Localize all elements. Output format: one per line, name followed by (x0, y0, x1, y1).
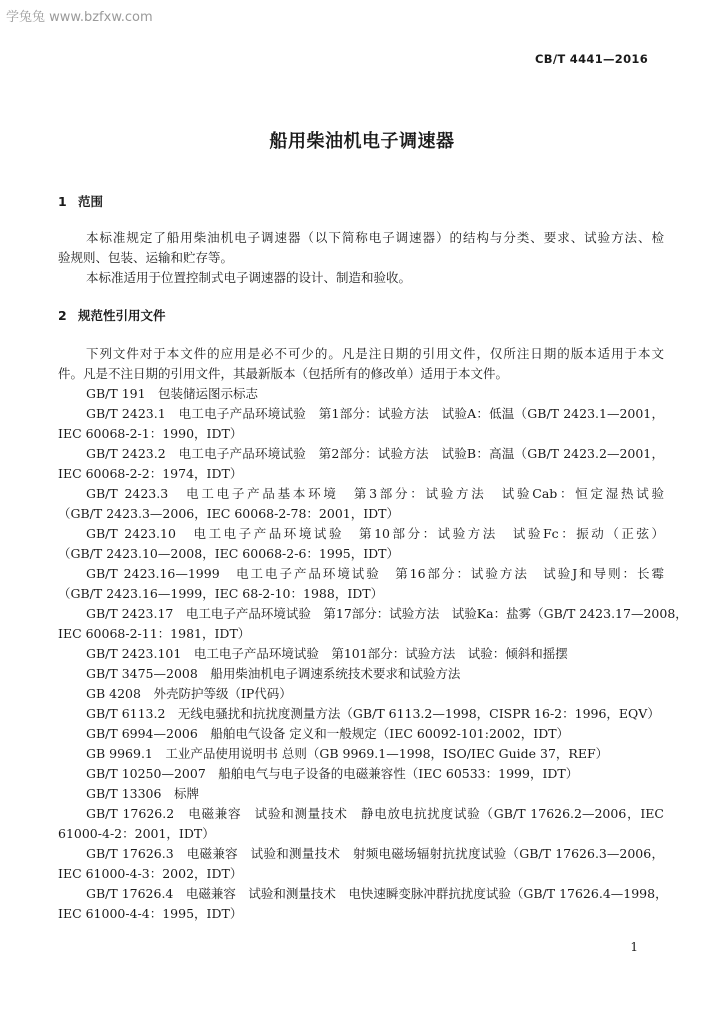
reference-entry-continuation: IEC 60068-2-1：1990，IDT） (58, 426, 243, 441)
paragraph-line: 本标准规定了船用柴油机电子调速器（以下简称电子调速器）的结构与分类、要求、试验方法、检 (86, 230, 664, 245)
reference-entry: GB/T 2423.101 电工电子产品环境试验 第101部分：试验方法 试验：倾斜和摇摆 (86, 646, 568, 661)
reference-entry-continuation: （GB/T 2423.16—1999，IEC 68-2-10：1988，IDT） (58, 586, 384, 601)
document-title: 船用柴油机电子调速器 (269, 131, 455, 152)
reference-entry: GB/T 6994—2006 船舶电气设备 定义和一般规定（IEC 60092-101:2002，IDT） (86, 726, 570, 741)
section-title: 规范性引用文件 (78, 308, 166, 323)
reference-entry-continuation: IEC 60068-2-11：1981，IDT） (58, 626, 251, 641)
reference-entry: GB/T 2423.2 电工电子产品环境试验 第2部分：试验方法 试验B：高温（GB/T 2423.2—2001， (86, 446, 664, 461)
section-heading-normative-references (58, 306, 166, 324)
reference-entry: GB 9969.1 工业产品使用说明书 总则（GB 9969.1—1998，ISO/IEC Guide 37，REF） (86, 746, 609, 761)
reference-entry-continuation: IEC 60068-2-2：1974，IDT） (58, 466, 243, 481)
reference-entry-continuation: （GB/T 2423.10—2008，IEC 60068-2-6：1995，IDT） (58, 546, 400, 561)
page-number: 1 (630, 940, 638, 954)
paragraph-line: 验规则、包装、运输和贮存等。 (58, 250, 234, 265)
section-heading-scope (58, 192, 103, 210)
reference-entry: GB/T 2423.16—1999 电工电子产品环境试验 第16部分：试验方法 试验J和导则：长霉 (86, 566, 664, 581)
reference-entry: GB/T 13306 标牌 (86, 786, 199, 801)
reference-entry: GB/T 6113.2 无线电骚扰和抗扰度测量方法（GB/T 6113.2—1998，CISPR 16-2：1996，EQV） (86, 706, 660, 721)
reference-entry-continuation: （GB/T 2423.3—2006，IEC 60068-2-78：2001，IDT） (58, 506, 400, 521)
reference-entry-continuation: IEC 61000-4-4：1995，IDT） (58, 906, 243, 921)
paragraph-line: 件。凡是不注日期的引用文件，其最新版本（包括所有的修改单）适用于本文件。 (58, 366, 509, 381)
section-title: 范围 (78, 194, 104, 209)
reference-entry: GB/T 17626.2 电磁兼容 试验和测量技术 静电放电抗扰度试验（GB/T 17626.2—2006，IEC (86, 806, 664, 821)
paragraph-line: 本标准适用于位置控制式电子调速器的设计、制造和验收。 (86, 270, 412, 285)
reference-entry: GB/T 2423.3 电工电子产品基本环境 第3部分：试验方法 试验Cab：恒定湿热试验 (86, 486, 664, 501)
reference-entry: GB/T 3475—2008 船用柴油机电子调速系统技术要求和试验方法 (86, 666, 461, 681)
reference-entry: GB/T 10250—2007 船舶电气与电子设备的电磁兼容性（IEC 60533：1999，IDT） (86, 766, 579, 781)
reference-entry-continuation: 61000-4-2：2001，IDT） (58, 826, 215, 841)
paragraph-line: 下列文件对于本文件的应用是必不可少的。凡是注日期的引用文件，仅所注日期的版本适用于本文 (86, 346, 664, 361)
reference-entry: GB/T 2423.10 电工电子产品环境试验 第10部分：试验方法 试验Fc：振动（正弦） (86, 526, 664, 541)
reference-entry: GB/T 17626.3 电磁兼容 试验和测量技术 射频电磁场辐射抗扰度试验（GB/T 17626.3—2006， (86, 846, 664, 861)
section-number: 2 (58, 308, 67, 323)
reference-entry: GB/T 2423.1 电工电子产品环境试验 第1部分：试验方法 试验A：低温（GB/T 2423.1—2001， (86, 406, 664, 421)
watermark-text: 学兔兔 www.bzfxw.com (6, 10, 153, 25)
section-number: 1 (58, 194, 67, 209)
reference-entry-continuation: IEC 61000-4-3：2002，IDT） (58, 866, 243, 881)
reference-entry: GB 4208 外壳防护等级（IP代码） (86, 686, 292, 701)
reference-entry: GB/T 191 包装储运图示标志 (86, 386, 259, 401)
standard-code: CB/T 4441—2016 (535, 52, 648, 66)
reference-entry: GB/T 17626.4 电磁兼容 试验和测量技术 电快速瞬变脉冲群抗扰度试验（GB/T 17626.4—1998， (86, 886, 668, 901)
reference-entry: GB/T 2423.17 电工电子产品环境试验 第17部分：试验方法 试验Ka：盐雾（GB/T 2423.17—2008， (86, 606, 688, 621)
